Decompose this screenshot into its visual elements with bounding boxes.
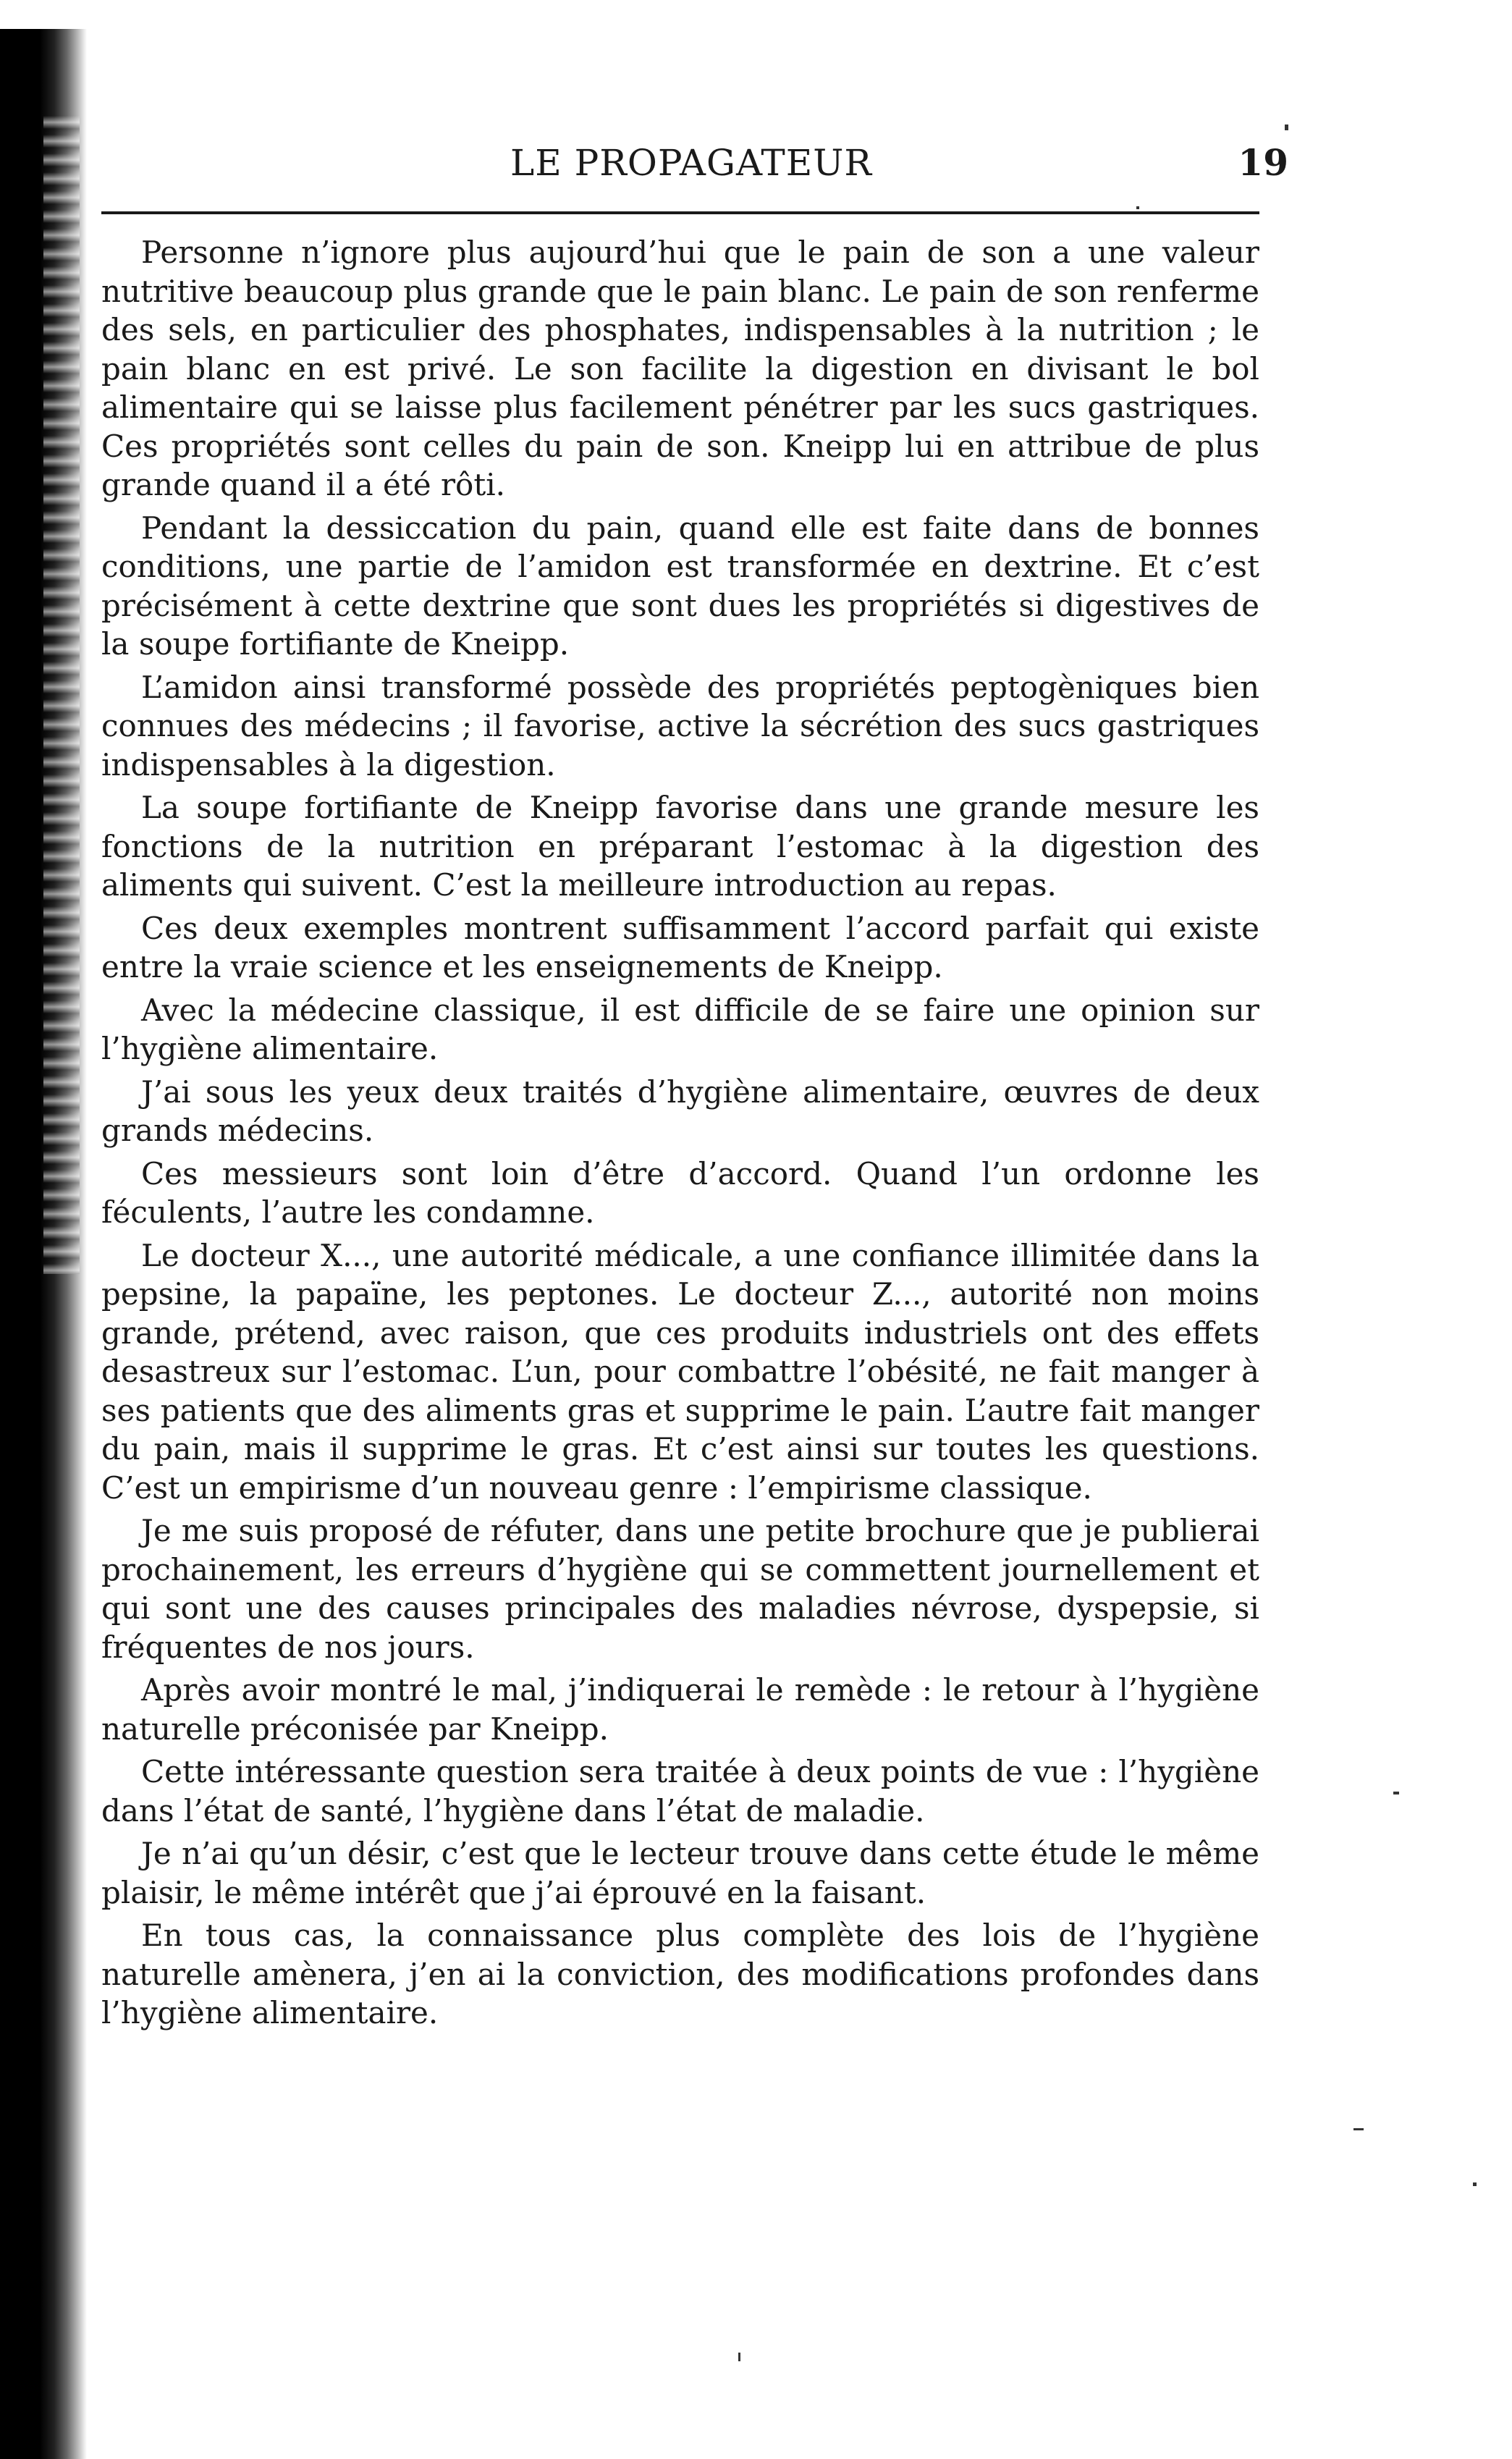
- paragraph: En tous cas, la connaissance plus complète des lois de l’hygiène naturelle amènera, j’en ai la conviction, des modifications profondes dans l’hygiène alimentaire.: [101, 1918, 1259, 2030]
- paragraph: Ces messieurs sont loin d’être d’accord. Quand l’un ordonne les féculents, l’autre les condamne.: [101, 1155, 1259, 1230]
- paragraph: J’ai sous les yeux deux traités d’hygiène alimentaire, œuvres de deux grands médecins.: [101, 1074, 1259, 1148]
- scan-speck: [1136, 206, 1139, 209]
- header-rule: [101, 211, 1259, 214]
- paragraph: Personne n’ignore plus aujourd’hui que le pain de son a une valeur nutritive beaucoup plus grande que le pain blanc. Le pain de son renferme des sels, en particulier des phosphates, indispensables à la nutrition ; le pain blanc en est privé. Le son facilite la digestion en divisant le bol alimentaire qui se laisse plus facilement pénétrer par les sucs gastriques. Ces propriétés sont celles du pain de son. Kneipp lui en attribue de plus grande quand il a été rôti.: [101, 235, 1259, 502]
- paragraph: Après avoir montré le mal, j’indiquerai le remède : le retour à l’hygiène naturelle préconisée par Kneipp.: [101, 1672, 1259, 1747]
- article-body: [101, 233, 1259, 2037]
- paragraph: Pendant la dessiccation du pain, quand elle est faite dans de bonnes conditions, une partie de l’amidon est transformée en dextrine. Et c’est précisément à cette dextrine que sont dues les propriétés si digestives de la soupe fortifiante de Kneipp.: [101, 510, 1259, 662]
- scanned-binding-edge: [0, 29, 87, 2459]
- paragraph: Cette intéressante question sera traitée à deux points de vue : l’hygiène dans l’état de santé, l’hygiène dans l’état de maladie.: [101, 1754, 1259, 1829]
- running-title: LE PROPAGATEUR: [510, 142, 872, 184]
- scan-speck: [1353, 2128, 1364, 2130]
- scan-speck: [1473, 2182, 1477, 2186]
- paragraph: Le docteur X..., une autorité médicale, a une confiance illimitée dans la pepsine, la papaïne, les peptones. Le docteur Z..., autorité non moins grande, prétend, avec raison, que ces produits industriels ont des effets desastreux sur l’estomac. L’un, pour combattre l’obésité, ne fait manger à ses patients que des aliments gras et supprime le pain. L’autre fait manger du pain, mais il supprime le gras. Et c’est ainsi sur toutes les questions. C’est un empirisme d’un nouveau genre : l’empirisme classique.: [101, 1237, 1259, 1506]
- paragraph: Ces deux exemples montrent suffisamment l’accord parfait qui existe entre la vraie science et les enseignements de Kneipp.: [101, 910, 1259, 984]
- paragraph: Je n’ai qu’un désir, c’est que le lecteur trouve dans cette étude le même plaisir, le même intérêt que j’ai éprouvé en la faisant.: [101, 1836, 1259, 1910]
- paragraph: Avec la médecine classique, il est difficile de se faire une opinion sur l’hygiène alimentaire.: [101, 992, 1259, 1066]
- scan-speck: [738, 2353, 740, 2361]
- scan-speck: [1285, 125, 1288, 130]
- scan-speck: [1393, 1792, 1399, 1794]
- paragraph: L’amidon ainsi transformé possède des propriétés peptogèniques bien connues des médecins ; il favorise, active la sécrétion des sucs gastriques indispensables à la digestion.: [101, 669, 1259, 783]
- paragraph: La soupe fortifiante de Kneipp favorise dans une grande mesure les fonctions de la nutrition en préparant l’estomac à la digestion des aliments qui suivent. C’est la meilleure introduction au repas.: [101, 790, 1259, 903]
- running-header: [101, 138, 1288, 188]
- page-number: 19: [1238, 141, 1288, 184]
- paragraph: Je me suis proposé de réfuter, dans une petite brochure que je publierai prochainement, les erreurs d’hygiène qui se commettent journellement et qui sont une des causes principales des maladies névrose, dyspepsie, si fréquentes de nos jours.: [101, 1513, 1259, 1665]
